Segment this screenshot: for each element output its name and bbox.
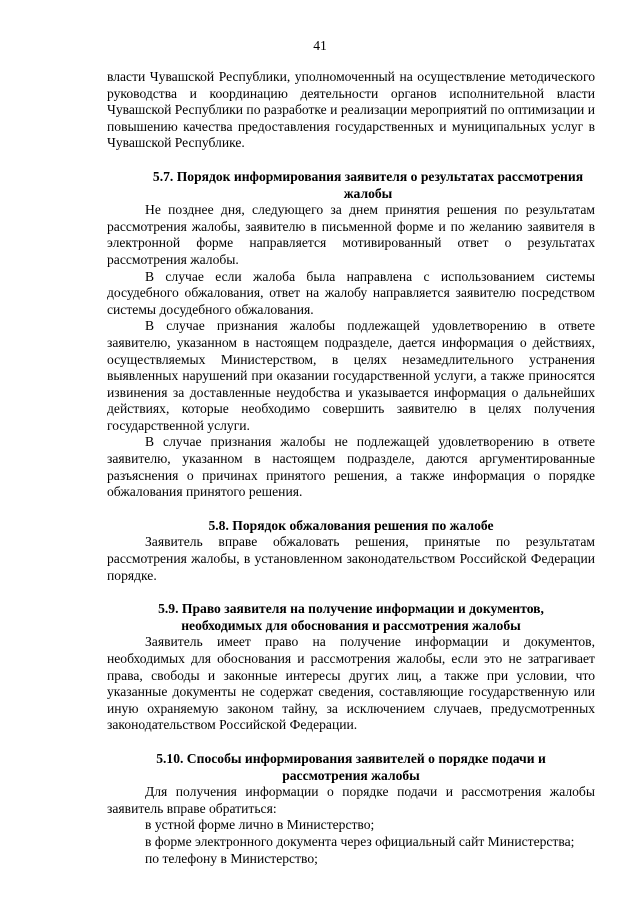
section-5-9-heading (107, 601, 595, 634)
list-item: в форме электронного документа через официальный сайт Министерства; (145, 833, 575, 849)
section-5-10-heading-line: 5.10. Способы информирования заявителей о порядке подачи и (156, 750, 546, 766)
section-5-7-paragraph: В случае признания жалобы не подлежащей удовлетворению в ответе заявителю, указанном в настоящем подразделе, даются аргументированные разъяснения о причинах принятого решения, а также информация о порядке обжалования принятого решения. (107, 434, 595, 500)
section-5-8-paragraph: Заявитель вправе обжаловать решения, принятые по результатам рассмотрения жалобы, в установленном законодательством Российской Федерации порядке. (107, 534, 595, 583)
section-5-10-paragraph: Для получения информации о порядке подачи и рассмотрения жалобы заявитель вправе обратиться: (107, 784, 595, 816)
document-body (107, 69, 595, 867)
intro-paragraph: власти Чувашской Республики, уполномоченный на осуществление методического руководства и координацию деятельности органов исполнительной власти Чувашской Республики по разработке и реализации мероприятий по оптимизации и повышению качества предоставления государственных и муниципальных услуг в Чувашской Республике. (107, 69, 595, 151)
section-5-7-heading: 5.7. Порядок информирования заявителя о результатах рассмотрения жалобы (152, 168, 584, 201)
section-5-7-paragraph: В случае признания жалобы подлежащей удовлетворению в ответе заявителю, указанном в настоящем подразделе, дается информация о действиях, осуществляемых Министерством, в целях незамедлительного устранения выявленных нарушений при оказании государственной услуги, а также приносятся извинения за доставленные неудобства и указывается информация о дальнейших действиях, которые необходимо совершить заявителю в целях получения государственной услуги. (107, 318, 595, 433)
page-number: 41 (313, 38, 327, 53)
list-item: в устной форме лично в Министерство; (145, 817, 375, 833)
section-5-10-heading (107, 751, 595, 784)
section-5-8-heading: 5.8. Порядок обжалования решения по жалобе (208, 517, 494, 533)
section-5-7-paragraph: Не позднее дня, следующего за днем принятия решения по результатам рассмотрения жалобы, заявителю в письменной форме и по желанию заявителя в электронной форме направляется мотивированный ответ о результатах рассмотрения жалобы. (107, 202, 595, 267)
list-item: по телефону в Министерство; (145, 850, 318, 866)
section-5-10-heading-line: рассмотрения жалобы (282, 767, 420, 783)
section-5-9-heading-line: 5.9. Право заявителя на получение информации и документов, (158, 601, 544, 617)
section-5-7-paragraph: В случае если жалоба была направлена с использованием системы досудебного обжалования, ответ на жалобу направляется заявителю посредством системы досудебного обжалования. (107, 268, 595, 317)
section-5-9-heading-line: необходимых для обоснования и рассмотрения жалобы (181, 617, 521, 633)
section-5-9-paragraph: Заявитель имеет право на получение информации и документов, необходимых для обоснования и рассмотрения жалобы, если это не затрагивает права, свободы и законные интересы других лиц, а также при условии, что указанные документы не содержат сведения, составляющие государственную или иную охраняемую законом тайну, за исключением случаев, предусмотренных законодательством Российской Федерации. (107, 634, 595, 733)
